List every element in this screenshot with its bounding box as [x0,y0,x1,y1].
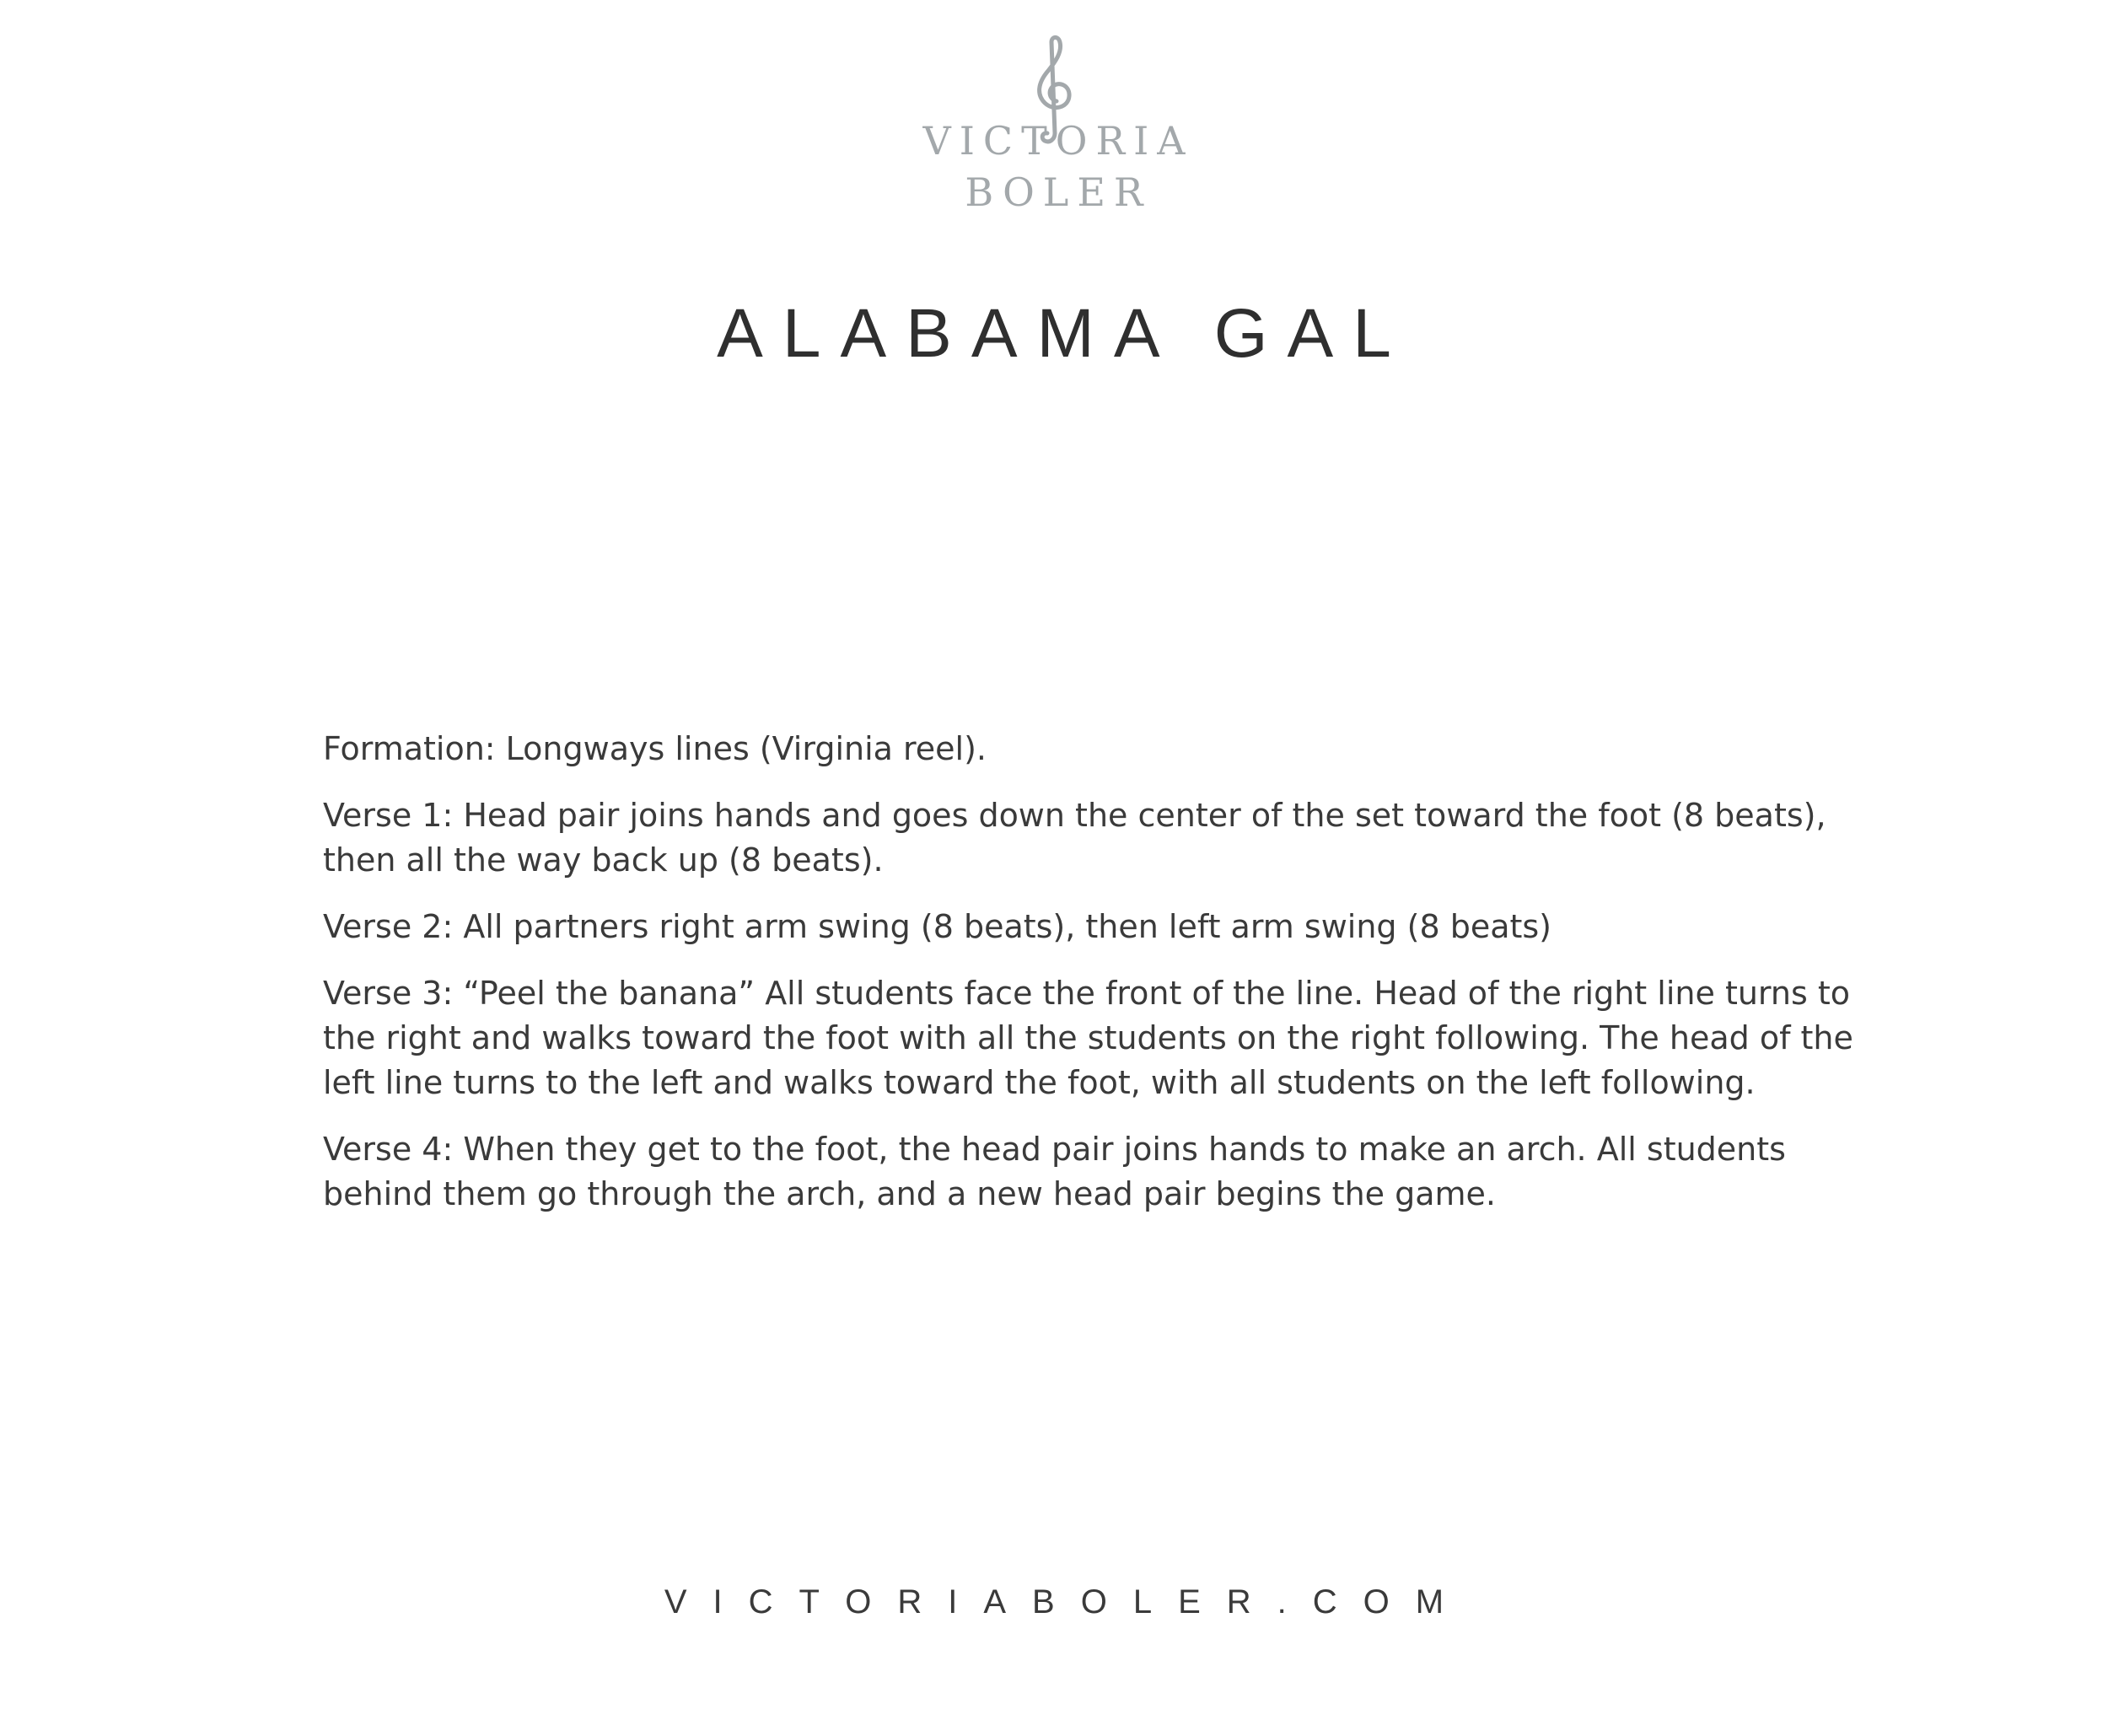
logo-wordmark-line2: BOLER [965,169,1152,215]
formation-paragraph: Formation: Longways lines (Virginia reel). [323,730,987,767]
instructions-body [323,727,1883,1239]
verse-1-paragraph: Verse 1: Head pair joins hands and goes down the center of the set toward the foot (8 beats), then all the way back up (8 beats). [323,797,1826,879]
footer-website: VICTORIABOLER.COM [664,1583,1471,1620]
page-title: ALABAMA GAL [717,295,1411,372]
verse-2-paragraph: Verse 2: All partners right arm swing (8 beats), then left arm swing (8 beats) [323,908,1552,945]
verse-4-paragraph: Verse 4: When they get to the foot, the head pair joins hands to make an arch. All students behind them go through the arch, and a new head pair begins the game. [323,1131,1786,1212]
verse-3-paragraph: Verse 3: “Peel the banana” All students face the front of the line. Head of the right line turns to the right and walks toward the foot with all the students on the right following. The head of the left line turns to the left and walks toward the foot, with all students on the left following. [323,975,1853,1101]
logo-wordmark-line1: VICTORIA [922,118,1194,164]
